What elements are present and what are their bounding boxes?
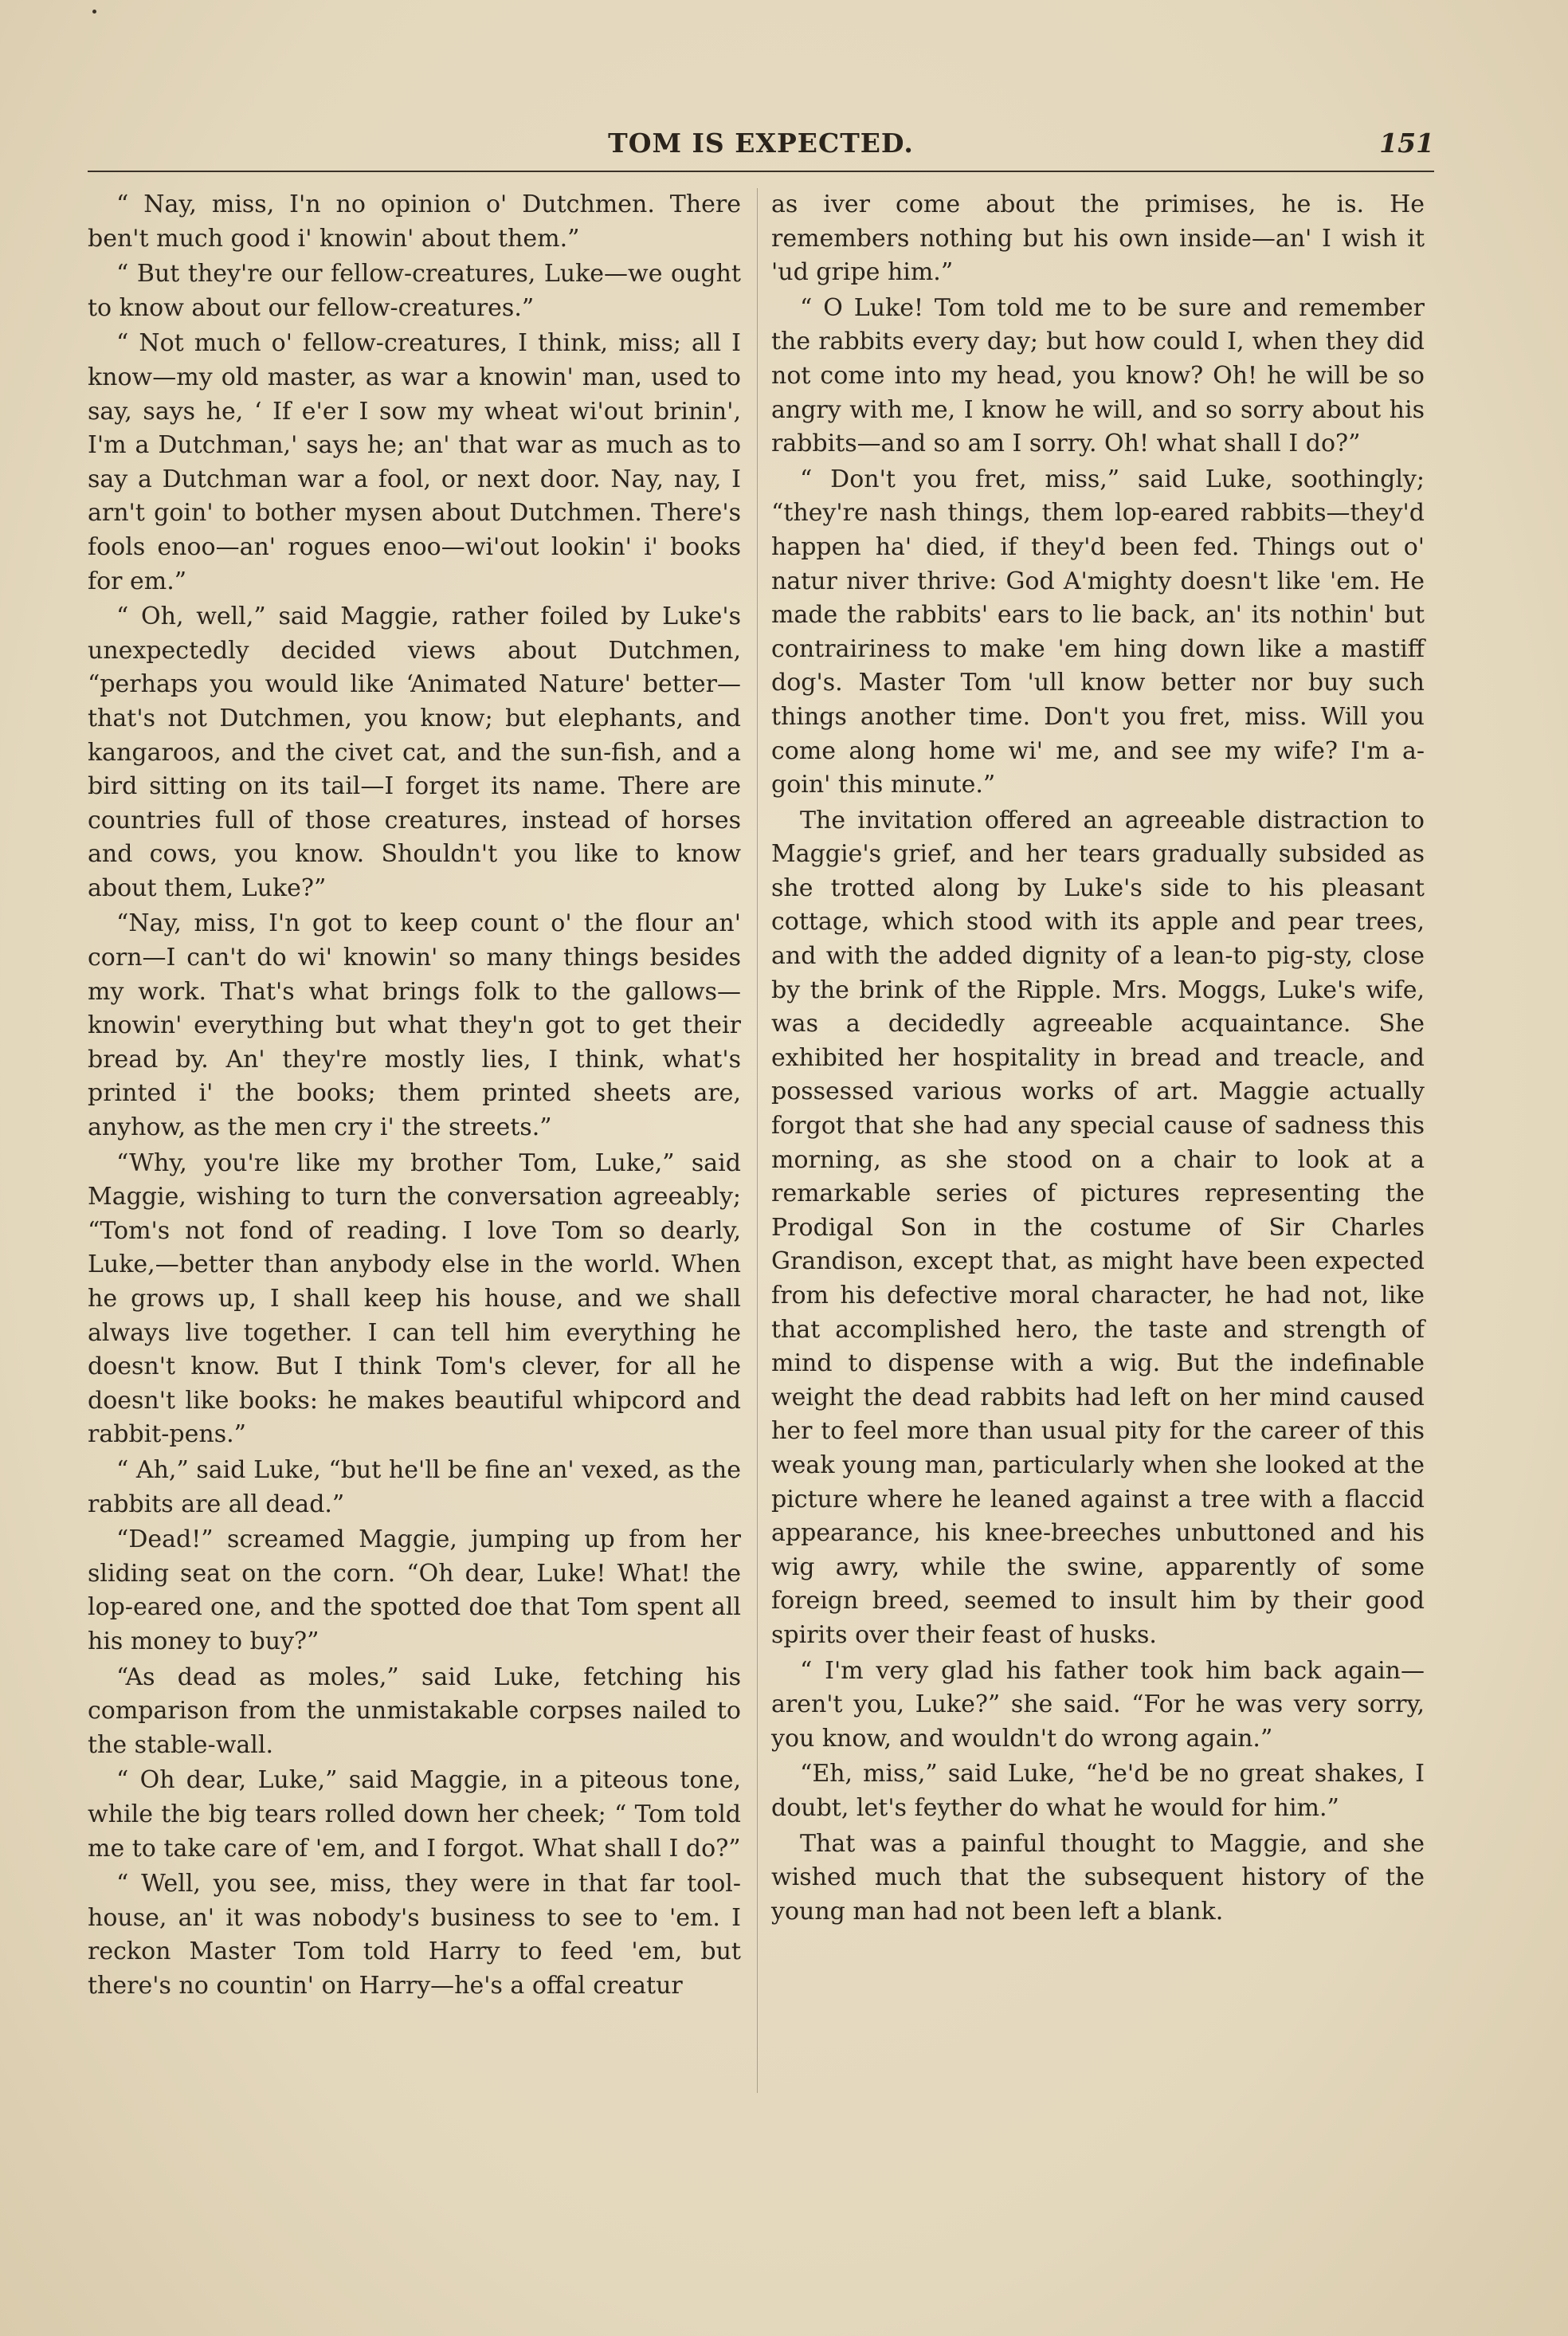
left-column [88,188,741,2004]
header-rule [88,171,1434,172]
paragraph: “Dead!” screamed Maggie, jumping up from her sliding seat on the corn. “Oh dear, Luke! What! the lop-eared one, and the spotted doe that Tom spent all his money to buy?” [88,1525,741,1655]
paragraph: “Eh, miss,” said Luke, “he'd be no great shakes, I doubt, let's feyther do what he would for him.” [771,1760,1425,1822]
page-number: 151 [1379,128,1434,159]
paragraph: “ I'm very glad his father took him back again—aren't you, Luke?” she said. “For he was very sorry, you know, and wouldn't do wrong again.” [771,1656,1425,1753]
paragraph: That was a painful thought to Maggie, and she wished much that the subsequent history of the young man had not been left a blank. [771,1829,1425,1926]
paragraph: as iver come about the primises, he is. He remembers nothing but his own inside—an' I wish it 'ud gripe him.” [771,190,1425,287]
running-title: TOM IS EXPECTED. [608,128,914,159]
paragraph: “ Not much o' fellow-creatures, I think, miss; all I know—my old master, as war a knowin' man, used to say, says he, ‘ If e'er I sow my wheat wi'out brinin', I'm a Dutchman,' says he; an' that war as much as to say a Dutchman war a fool, or next door. Nay, nay, I arn't goin' to bother mysen about Dutchmen. There's fools enoo—an' rogues enoo—wi'out lookin' i' books for em.” [88,329,741,595]
paragraph: “ Well, you see, miss, they were in that far tool-house, an' it was nobody's business to see to 'em. I reckon Master Tom told Harry to feed 'em, but there's no countin' on Harry—he's a offal creatur [88,1870,741,2000]
page-header [88,120,1434,164]
paragraph: “ But they're our fellow-creatures, Luke—we ought to know about our fellow-creatures.” [88,260,741,322]
right-column [771,188,1425,1930]
paragraph: “ Ah,” said Luke, “but he'll be fine an' vexed, as the rabbits are all dead.” [88,1455,741,1518]
paragraph: The invitation offered an agreeable distraction to Maggie's grief, and her tears gradually subsided as she trotted along by Luke's side to his pleasant cottage, which stood with its apple and pear trees, and with the added dignity of a lean-to pig-sty, close by the brink of the Ripple. Mrs. Moggs, Luke's wife, was a decidedly agreeable acquaintance. She exhibited her hospitality in bread and treacle, and possessed various works of art. Maggie actually forgot that she had any special cause of sadness this morning, as she stood on a chair to look at a remarkable series of pictures representing the Prodigal Son in the costume of Sir Charles Grandison, except that, as might have been expected from his defective moral character, he had not, like that accomplished hero, the taste and strength of mind to dispense with a wig. But the indefinable weight the dead rabbits had left on her mind caused her to feel more than usual pity for the career of this weak young man, particularly when she looked at the picture where he leaned against a tree with a flaccid appearance, his knee-breeches unbuttoned and his wig awry, while the swine, apparently of some foreign breed, seemed to insult him by their good spirits over their feast of husks. [771,806,1425,1649]
ink-speck [92,10,96,14]
column-divider [757,188,758,2093]
paragraph: “As dead as moles,” said Luke, fetching his comparison from the unmistakable corpses nailed to the stable-wall. [88,1663,741,1759]
paragraph: “Why, you're like my brother Tom, Luke,” said Maggie, wishing to turn the conversation agreeably; “Tom's not fond of reading. I love Tom so dearly, Luke,—better than anybody else in the world. When he grows up, I shall keep his house, and we shall always live together. I can tell him everything he doesn't know. But I think Tom's clever, for all he doesn't like books: he makes beautiful whipcord and rabbit-pens.” [88,1148,741,1449]
paragraph: “ O Luke! Tom told me to be sure and remember the rabbits every day; but how could I, when they did not come into my head, you know? Oh! he will be so angry with me, I know he will, and so sorry about his rabbits—and so am I sorry. Oh! what shall I do?” [771,293,1425,458]
paragraph: “ Don't you fret, miss,” said Luke, soothingly; “they're nash things, them lop-eared rabbits—they'd happen ha' died, if they'd been fed. Things out o' natur niver thrive: God A'mighty doesn't like 'em. He made the rabbits' ears to lie back, an' its nothin' but contrairiness to make 'em hing down like a mastiff dog's. Master Tom 'ull know better nor buy such things another time. Don't you fret, miss. Will you come along home wi' me, and see my wife? I'm a-goin' this minute.” [771,465,1425,799]
paragraph: “Nay, miss, I'n got to keep count o' the flour an' corn—I can't do wi' knowin' so many things besides my work. That's what brings folk to the gallows—knowin' everything but what they'n got to get their bread by. An' they're mostly lies, I think, what's printed i' the books; them printed sheets are, anyhow, as the men cry i' the streets.” [88,909,741,1142]
paragraph: “ Oh, well,” said Maggie, rather foiled by Luke's unexpectedly decided views about Dutchmen, “perhaps you would like ‘Animated Nature' better—that's not Dutchmen, you know; but elephants, and kangaroos, and the civet cat, and the sun-fish, and a bird sitting on its tail—I forget its name. There are countries full of those creatures, instead of horses and cows, you know. Shouldn't you like to know about them, Luke?” [88,603,741,902]
paragraph: “ Nay, miss, I'n no opinion o' Dutchmen. There ben't much good i' knowin' about them.” [88,190,741,253]
paragraph: “ Oh dear, Luke,” said Maggie, in a piteous tone, while the big tears rolled down her cheek; “ Tom told me to take care of 'em, and I forgot. What shall I do?” [88,1766,741,1863]
